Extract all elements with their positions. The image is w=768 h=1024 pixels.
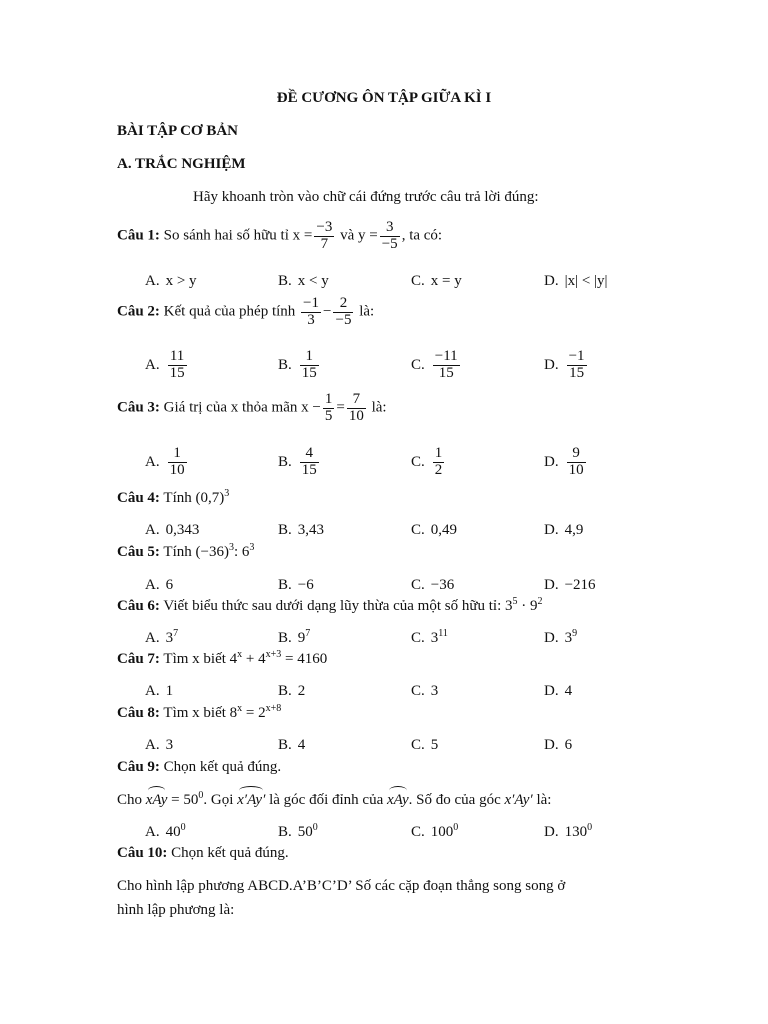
option-text: 3 (165, 737, 174, 753)
denominator: 15 (169, 364, 185, 381)
question-label: Câu 7: (117, 651, 160, 667)
exponent: 0 (198, 790, 204, 801)
document-title: ĐỀ CƯƠNG ÔN TẬP GIỮA KÌ I (276, 90, 492, 106)
question-label: Câu 4: (117, 490, 160, 506)
option-b[interactable] (278, 737, 305, 754)
question-text: Tính (−36) (163, 544, 229, 560)
option-letter: C. (411, 824, 425, 840)
exponent: 7 (173, 628, 179, 639)
option-text: 130 (564, 824, 588, 840)
numerator: 2 (333, 296, 353, 313)
math-text: + 4 (242, 651, 266, 667)
exponent: x (237, 703, 243, 714)
math-text: = 2 (242, 705, 266, 721)
option-a[interactable] (145, 577, 173, 594)
exponent: x+8 (265, 703, 282, 714)
option-b[interactable] (278, 630, 310, 647)
option-letter: C. (411, 356, 425, 373)
option-text: 3 (165, 630, 174, 646)
option-c[interactable] (411, 824, 458, 841)
section-heading: BÀI TẬP CƠ BẢN (117, 123, 238, 139)
question-4 (117, 490, 229, 507)
option-text: 4,9 (564, 522, 584, 538)
fraction (168, 446, 187, 479)
denominator: 10 (348, 407, 364, 424)
option-letter: D. (544, 273, 559, 289)
math-text: là: (359, 303, 375, 320)
angle-symbol: xAy (145, 792, 168, 808)
option-letter: A. (145, 453, 160, 470)
math-text: = (336, 399, 345, 416)
option-c[interactable] (411, 737, 438, 754)
option-text: −6 (297, 577, 314, 593)
option-text: x > y (165, 273, 197, 289)
exponent: 7 (305, 628, 311, 639)
exponent: 3 (249, 542, 255, 553)
denominator: 15 (569, 364, 585, 381)
exponent: 2 (537, 596, 543, 607)
option-text: 4 (564, 683, 573, 699)
option-c[interactable] (411, 522, 457, 539)
option-letter: A. (145, 683, 160, 699)
exponent: 0 (587, 822, 593, 833)
math-text: = 50 (167, 792, 199, 808)
question-label: Câu 8: (117, 705, 160, 721)
math-text: x′Ay′ (504, 792, 533, 808)
option-a[interactable] (145, 630, 178, 647)
option-d[interactable] (544, 630, 577, 647)
exponent: x+3 (265, 649, 282, 660)
option-letter: D. (544, 453, 559, 470)
option-letter: C. (411, 630, 425, 646)
exponent: 5 (512, 596, 518, 607)
question-text: So sánh hai số hữu tỉ (163, 227, 289, 244)
numerator: 1 (434, 445, 443, 461)
fraction (168, 349, 187, 382)
option-letter: D. (544, 683, 559, 699)
numerator: 7 (347, 392, 366, 409)
question-1 (117, 220, 442, 253)
numerator: 1 (168, 446, 187, 463)
denominator: 2 (434, 461, 443, 478)
denominator: −5 (381, 235, 398, 252)
option-letter: A. (145, 522, 160, 538)
option-b[interactable] (278, 349, 321, 382)
math-text: − (323, 303, 332, 320)
question-text: Viết biểu thức sau dưới dạng lũy thừa của một số hữu tỉ: 3 (163, 598, 513, 614)
math-text: , ta có: (401, 227, 443, 244)
fraction (433, 349, 460, 382)
fraction (433, 446, 445, 479)
option-letter: D. (544, 577, 559, 593)
numerator: 11 (168, 349, 187, 366)
option-b[interactable] (278, 522, 324, 539)
option-letter: A. (145, 630, 160, 646)
option-b[interactable] (278, 683, 305, 700)
option-text: 5 (430, 737, 439, 753)
option-a[interactable] (145, 349, 189, 382)
exponent: 9 (572, 628, 578, 639)
numerator: 4 (300, 446, 319, 463)
option-b[interactable] (278, 577, 314, 594)
question-text: Kết quả của phép tính (163, 303, 296, 320)
option-d[interactable] (544, 349, 589, 382)
math-text: x = (292, 227, 313, 244)
math-text: và (340, 227, 355, 244)
exponent: x (237, 649, 243, 660)
option-letter: C. (411, 683, 425, 699)
option-letter: B. (278, 356, 292, 373)
option-a[interactable] (145, 273, 197, 290)
fraction (567, 349, 587, 382)
option-letter: B. (278, 683, 292, 699)
numerator: 9 (567, 446, 586, 463)
option-letter: D. (544, 824, 559, 840)
option-letter: B. (278, 824, 292, 840)
fraction (380, 220, 400, 253)
option-c[interactable] (411, 273, 462, 290)
exponent: 0 (453, 822, 459, 833)
option-letter: A. (145, 577, 160, 593)
exponent: 3 (228, 542, 234, 553)
numerator: 1 (300, 349, 319, 366)
denominator: 7 (320, 235, 329, 252)
option-letter: A. (145, 737, 160, 753)
option-d[interactable] (544, 522, 583, 539)
question-text: Tính (0,7) (163, 490, 225, 506)
numerator: 1 (324, 391, 333, 407)
option-d[interactable] (544, 737, 572, 754)
option-c[interactable] (411, 577, 454, 594)
question-7 (117, 651, 327, 668)
fraction (347, 392, 366, 425)
fraction (567, 446, 586, 479)
option-text: 50 (297, 824, 313, 840)
option-text: |x| < |y| (564, 273, 608, 289)
exponent: 11 (438, 628, 448, 639)
option-text: 3 (564, 630, 573, 646)
question-text: Chọn kết quả đúng. (171, 845, 289, 861)
fraction (300, 349, 319, 382)
question-9 (117, 759, 281, 776)
option-b[interactable] (278, 446, 321, 479)
option-letter: C. (411, 522, 425, 538)
option-text: 3,43 (297, 522, 325, 538)
option-a[interactable] (145, 522, 199, 539)
numerator: −3 (316, 219, 333, 235)
option-a[interactable] (145, 446, 189, 479)
option-letter: D. (544, 356, 559, 373)
question-10-statement-cont: hình lập phương là: (117, 902, 235, 918)
option-text: 0,49 (430, 522, 458, 538)
option-text: −36 (430, 577, 455, 593)
angle-symbol: xAy (387, 792, 409, 808)
question-9-statement (117, 792, 551, 809)
option-a[interactable] (145, 737, 173, 754)
option-text: 3 (430, 683, 439, 699)
question-label: Câu 3: (117, 399, 160, 416)
option-letter: B. (278, 453, 292, 470)
option-text: 6 (564, 737, 573, 753)
option-text: 9 (297, 630, 306, 646)
option-letter: B. (278, 737, 292, 753)
option-letter: B. (278, 630, 292, 646)
math-text: : 6 (233, 544, 250, 560)
math-text: là: (536, 792, 552, 808)
math-text: x − (301, 399, 321, 416)
question-8 (117, 705, 281, 722)
math-text: là: (371, 399, 387, 416)
option-letter: C. (411, 453, 425, 470)
option-letter: A. (145, 356, 160, 373)
exponent: 3 (224, 488, 230, 499)
denominator: 15 (301, 364, 317, 381)
math-text: y = (358, 227, 378, 244)
question-3 (117, 392, 387, 425)
option-text: −216 (564, 577, 596, 593)
option-text: 4 (297, 737, 306, 753)
option-letter: B. (278, 577, 292, 593)
numerator: −11 (434, 348, 458, 364)
math-text: . Gọi (203, 792, 234, 808)
fraction (300, 446, 319, 479)
question-6 (117, 598, 543, 615)
question-text: Tìm x biết 4 (163, 651, 238, 667)
option-letter: B. (278, 522, 292, 538)
option-text: 100 (430, 824, 454, 840)
option-text: x < y (297, 273, 329, 289)
option-text: x = y (430, 273, 462, 289)
angle-symbol: x′Ay′ (237, 792, 266, 808)
option-letter: A. (145, 273, 160, 289)
math-text: là góc đối đỉnh của (269, 792, 384, 808)
option-text: 40 (165, 824, 181, 840)
fraction (301, 296, 321, 329)
denominator: 5 (324, 407, 333, 424)
option-text: 2 (297, 683, 306, 699)
fraction (333, 296, 353, 329)
numerator: −1 (568, 348, 585, 364)
option-c[interactable] (411, 446, 446, 479)
denominator: 10 (568, 461, 584, 478)
exponent: 0 (180, 822, 186, 833)
question-5 (117, 544, 254, 561)
numerator: −1 (303, 295, 320, 311)
question-10-statement: Cho hình lập phương ABCD.A’B’C’D’ Số các cặp đoạn thẳng song song ở (117, 878, 566, 894)
option-d[interactable] (544, 446, 588, 479)
option-c[interactable] (411, 683, 438, 700)
question-label: Câu 9: (117, 759, 160, 775)
question-2 (117, 296, 374, 329)
exponent: 0 (312, 822, 318, 833)
option-letter: A. (145, 824, 160, 840)
fraction (314, 220, 334, 253)
option-letter: C. (411, 273, 425, 289)
option-letter: D. (544, 737, 559, 753)
math-text: Cho (117, 792, 143, 808)
fraction (323, 392, 335, 425)
option-a[interactable] (145, 683, 173, 700)
option-b[interactable] (278, 824, 318, 841)
option-letter: C. (411, 577, 425, 593)
option-text: 1 (165, 683, 174, 699)
option-text: 6 (165, 577, 174, 593)
option-letter: D. (544, 522, 559, 538)
option-c[interactable] (411, 630, 448, 647)
question-label: Câu 2: (117, 303, 160, 320)
question-text: Giá trị của x thỏa mãn (163, 399, 298, 416)
question-text: Chọn kết quả đúng. (163, 759, 282, 775)
option-d[interactable] (544, 577, 596, 594)
option-a[interactable] (145, 824, 186, 841)
option-text: 0,343 (165, 522, 200, 538)
math-text: = 4160 (281, 651, 328, 667)
denominator: −5 (335, 311, 352, 328)
option-d[interactable] (544, 273, 608, 290)
option-d[interactable] (544, 824, 592, 841)
question-label: Câu 6: (117, 598, 160, 614)
option-d[interactable] (544, 683, 572, 700)
option-letter: D. (544, 630, 559, 646)
question-10 (117, 845, 289, 862)
option-letter: B. (278, 273, 292, 289)
option-c[interactable] (411, 349, 462, 382)
numerator: 3 (380, 220, 400, 237)
denominator: 15 (438, 364, 454, 381)
option-text: 3 (430, 630, 439, 646)
subsection-heading: A. TRẮC NGHIỆM (117, 156, 246, 172)
math-text: . Số đo của góc (408, 792, 501, 808)
question-label: Câu 10: (117, 845, 168, 861)
instruction-text: Hãy khoanh tròn vào chữ cái đứng trước câu trả lời đúng: (193, 189, 539, 205)
option-b[interactable] (278, 273, 329, 290)
math-text: · 9 (517, 598, 538, 614)
denominator: 3 (307, 311, 315, 328)
denominator: 15 (301, 461, 317, 478)
question-label: Câu 5: (117, 544, 160, 560)
question-text: Tìm x biết 8 (163, 705, 238, 721)
option-letter: C. (411, 737, 425, 753)
denominator: 10 (169, 461, 185, 478)
question-label: Câu 1: (117, 227, 160, 244)
